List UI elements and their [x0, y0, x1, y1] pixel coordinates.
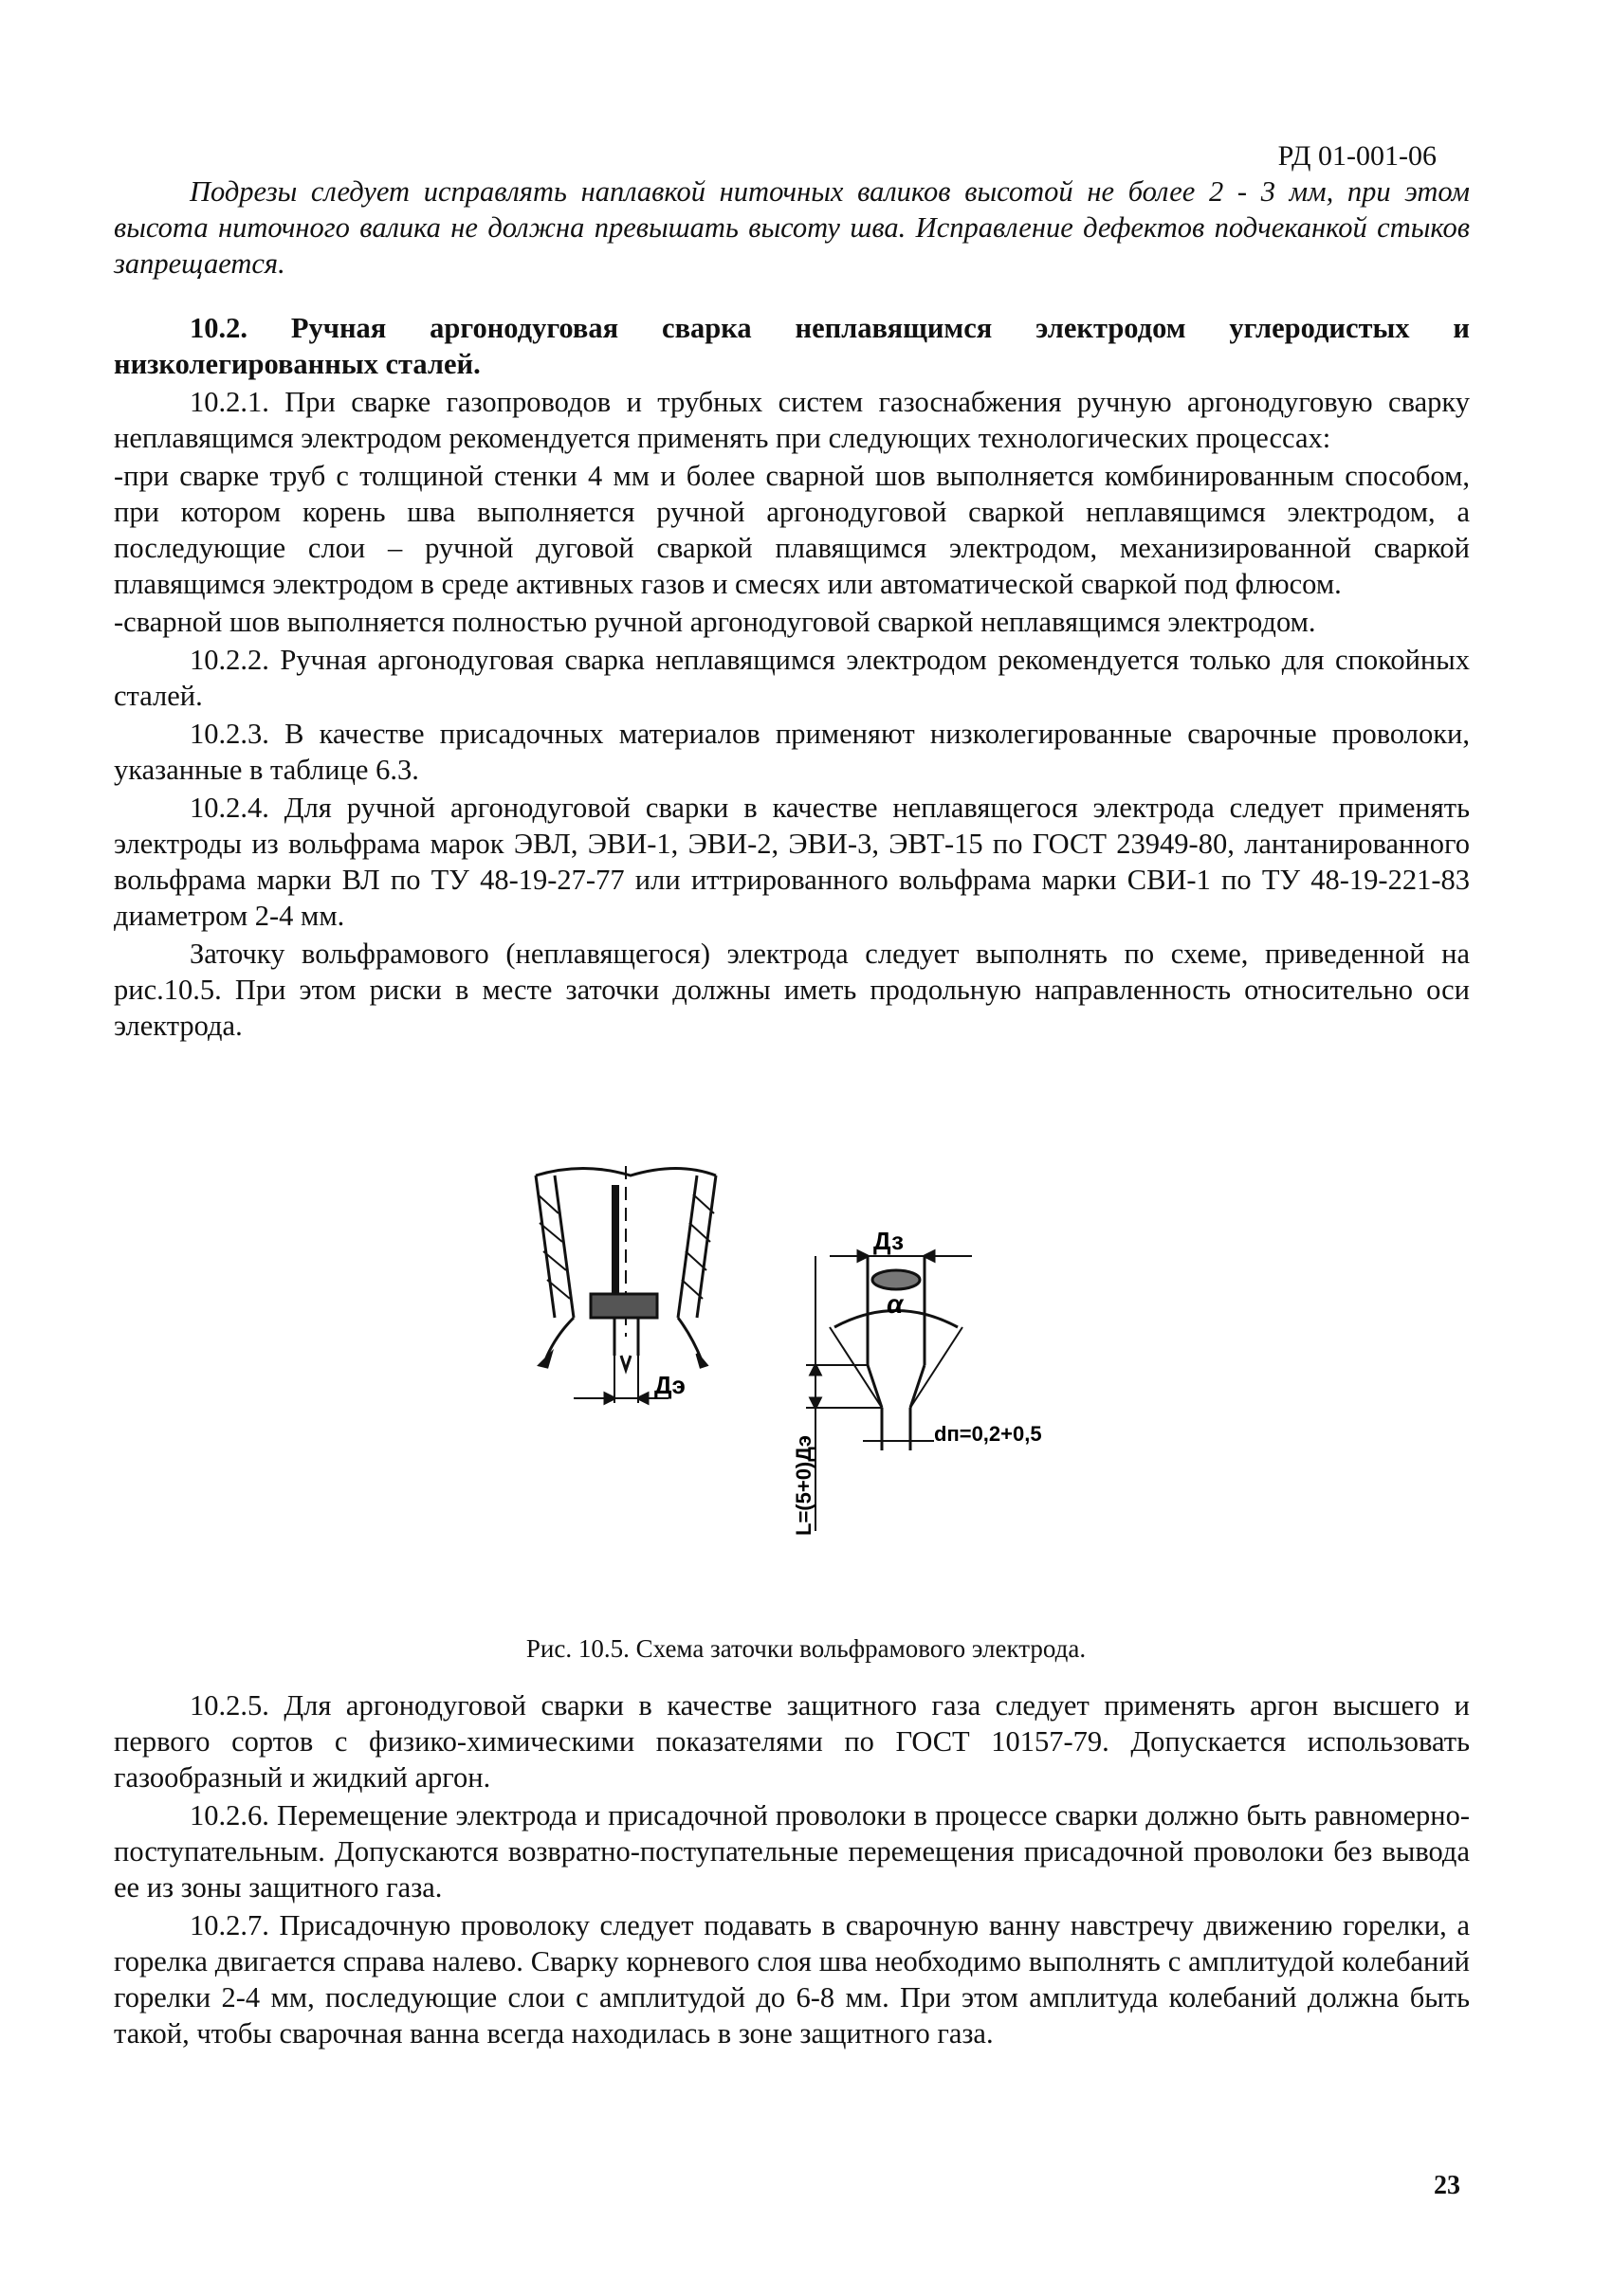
label-de-top: Дз	[873, 1227, 905, 1255]
bottom-text-block	[114, 1687, 1470, 2053]
paragraph-undercuts: Подрезы следует исправлять наплавкой ниточных валиков высотой не более 2 - 3 мм, при этом высота ниточного валика не должна превышать высоту шва. Исправление дефектов подчеканкой стыков запрещается.	[114, 175, 1470, 280]
top-text-block	[114, 173, 1470, 1046]
paragraph-10-2-5: 10.2.5. Для аргонодуговой сварки в качестве защитного газа следует применять аргон высшего и первого сортов с физико-химическими показателями по ГОСТ 10157-79. Допускается использовать газообразный и жидкий аргон.	[114, 1689, 1470, 1794]
paragraph-10-2-1: 10.2.1. При сварке газопроводов и трубных систем газоснабжения ручную аргонодуговую сварку неплавящимся электродом рекомендуется применять при следующих технологических процессах:	[114, 386, 1470, 454]
label-de-left: Дэ	[654, 1371, 686, 1399]
label-L: L=(5+0)Дэ	[792, 1434, 815, 1536]
paragraph-10-2-2: 10.2.2. Ручная аргонодуговая сварка неплавящимся электродом рекомендуется только для спокойных сталей.	[114, 644, 1470, 712]
label-alpha: α	[887, 1289, 904, 1319]
electrode-sharpening-diagram	[517, 1166, 1105, 1621]
paragraph-10-2-6: 10.2.6. Перемещение электрода и присадочной проволоки в процессе сварки должно быть равномерно-поступательным. Допускаются возвратно-поступательные перемещения присадочной проволоки без вывода ее из зоны защитного газа.	[114, 1799, 1470, 1904]
torch-nozzle-drawing	[536, 1166, 716, 1403]
paragraph-10-2-7: 10.2.7. Присадочную проволоку следует подавать в сварочную ванну навстречу движению горелки, а горелка двигается справа налево. Сварку корневого слоя шва необходимо выполнять с амплитудой колебаний горелки 2-4 мм, последующие слои с амплитудой до 6-8 мм. При этом амплитуда колебаний должна быть такой, чтобы сварочная ванна всегда находилась в зоне защитного газа.	[114, 1909, 1470, 2050]
paragraph-sharpening: Заточку вольфрамового (неплавящегося) электрода следует выполнять по схеме, приведенной на рис.10.5. При этом риски в месте заточки должны иметь продольную направленность относительно оси электрода.	[114, 938, 1470, 1042]
document-code: РД 01-001-06	[1277, 140, 1437, 172]
bullet-full-argon: -сварной шов выполняется полностью ручной аргонодуговой сваркой неплавящимся электродом.	[114, 606, 1316, 638]
label-dp: dп=0,2+0,5	[934, 1422, 1042, 1446]
paragraph-10-2-4: 10.2.4. Для ручной аргонодуговой сварки в качестве неплавящегося электрода следует применять электроды из вольфрама марок ЭВЛ, ЭВИ-1, ЭВИ-2, ЭВИ-3, ЭВТ-15 по ГОСТ 23949-80, лантанированного вольфрама марки ВЛ по ТУ 48-19-27-77 или иттрированного вольфрама марки СВИ-1 по ТУ 48-19-221-83 диаметром 2-4 мм.	[114, 792, 1470, 932]
paragraph-10-2-3: 10.2.3. В качестве присадочных материалов применяют низколегированные сварочные проволоки, указанные в таблице 6.3.	[114, 718, 1470, 786]
page-number: 23	[1434, 2171, 1460, 2200]
figure-caption: Рис. 10.5. Схема заточки вольфрамового электрода.	[525, 1634, 1087, 1663]
section-title-10-2: 10.2. Ручная аргонодуговая сварка неплавящимся электродом углеродистых и низколегированных сталей.	[114, 312, 1470, 380]
bullet-combined-method: -при сварке труб с толщиной стенки 4 мм и более сварной шов выполняется комбинированным способом, при котором корень шва выполняется ручной аргонодуговой сваркой неплавящимся электродом, а последующие слои – ручной дуговой сваркой плавящимся электродом, механизированной сваркой плавящимся электродом в среде активных газов и смесях или автоматической сваркой под флюсом.	[114, 460, 1470, 600]
